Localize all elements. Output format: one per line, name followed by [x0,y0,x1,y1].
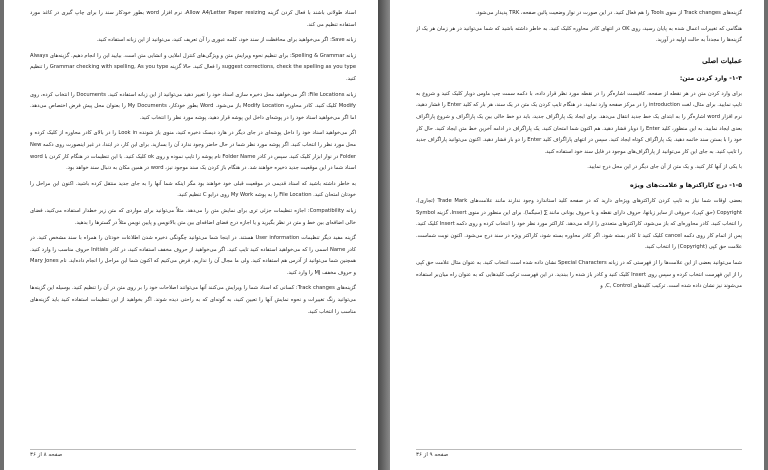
paragraph: هنگامی که تغییرات اعمال شده به پایان رسید، روی OK در انتهای کادر محاوره کلیک کنید. به خاطر داشته باشید که شما می‌توانید در هر زمان هر یک از گزینه‌ها را مجدداً به حالت اولیه در آورید. [416,25,742,44]
page-number: صفحه ۹ از ۳۶ [416,452,449,458]
paragraph: زبانه File Locations: اگر می‌خواهید محل ذخیره سازی اسناد خود را تغییر دهید می‌توانید از این زبانه استفاده کنید. Documents را انتخاب کرده، روی Modify کلیک کنید. کادر محاوره Modify Location باز می‌شود. Word بطور خودکار، My Documents را بعنوان محل پیش فرض اختصاص می‌دهد. اما اگر می‌خواهید اسناد خود را در پوشه‌ای داخل این پوشه قرار دهید، پوشه مورد نظر را انتخاب کنید. [30,91,356,121]
page-number: صفحه ۸ از ۳۶ [30,452,63,458]
paragraph: با یکی از آنها کار کنید. و یک متن از آن جای دیگر در این محل درج نمایید. [587,164,742,171]
left-page [4,0,378,470]
paragraph: شما می‌توانید بعضی از این علامت‌ها را از فهرستی که در زبانه Special Characters نشان داده شده است انتخاب کنید. به عنوان مثال علامت حق کپی را از این فهرست انتخاب کرده و سپس روی Insert کلیک کنید و کادر باز شده را ببندید. در این فهرست ترکیب کلیدهایی که به عنوان راه میان‌بر استفاده می‌شوند نیز نشان داده شده است. ترکیب کلیدهای C, Control, و [416,259,742,290]
subsection-title: ۱-۵- درج کاراکترها و علامت‌های ویژه [630,181,742,189]
paragraph: زبانه Spelling & Grammar: برای تنظیم نحوه ویرایش متن و ویژگی‌های کنترل املایی و انشایی متن است. بیایید این را انجام دهیم. گزینه‌های Always suggest corrections, check the spelling as you type را فعال کنید. حالا گزینه Grammar checking with spelling, As you type را تنظیم کنید. [30,52,356,82]
section-title: عملیات اصلی [702,55,742,65]
paragraph: اسناد طولانی باشند با فعال کردن گزینه Allow A4/Letter Paper resizing، نرم افزار word بطور خودکار سند را برای چاپ گیری در کاغذ مورد استفاده تنظیم می کند. [30,10,356,28]
left-page-text [30,8,356,444]
paragraph: زبانه Compatibility: اجازه تنظیمات جزئی تری برای نمایش متن را می‌دهد. مثلاً می‌توانید برای مواردی که متن زیر خطدار استفاده می‌کنید، فضای خالی اضافه‌ای بین خط و متن در نظر بگیرید و یا اجازه درج فضای اضافه‌ای بین متن بالانویس و پایین نویس مثلاً در گسترها را بدهید. [30,207,356,226]
paragraph: به خاطر داشته باشید که اسناد قدیمی در موقعیت قبلی خود خواهند بود مگر اینکه شما آنها را به جای جدید منتقل کرده باشید. اکنون این مراحل را خودتان امتحان کنید. File Location را به پوشه My Work روی درایو C تنظیم کنید. [30,180,356,199]
paragraph: بعضی اوقات شما نیاز به تایپ کردن کاراکترهای ویژه‌ای دارید که در صفحه کلید استاندارد وجود ندارند مانند علامت‌های Trade Mark (تجاری)، Copyright (حق کپی)، حروفی از سایر زبانها، حروف دارای نقطه و یا حروف یونانی مانند ∑ (سیگما). برای این منظور در منوی Insert، گزینه Symbol را انتخاب کنید. کادر محاوره‌ای که باز می‌شود، کاراکترهای متعددی را ارائه می‌دهد. کاراکتر مورد نظر خود را انتخاب کرده و روی دکمه Insert کلیک کنید. پس از اتمام کار روی دکمه cancel کلیک کنید تا کادر بسته شود. اگر کادر محاوره بسته شود، کاراکتر ویژه در سند درج می‌شود. اکنون نوبت شماست. علامت حق کپی (Copyright) را انتخاب کنید. [416,197,742,251]
footer-divider [416,449,742,450]
right-page-text [416,8,742,444]
subsection-title: ۱-۴- وارد کردن متن: [679,74,742,82]
paragraph: زبانه Save: اگر می‌خواهید برای محافظت از سند خود، کلمه عبوری را آن تعریف کنید، می‌توانید از این زبانه استفاده کنید. [96,37,356,44]
paragraph: گزینه مفید دیگر تنظیمات User information هستند. در اینجا شما می‌توانید چگونگی ذخیره شدن اطلاعات خودتان را همراه با سند مشخص کنید. در کادر Name اسمی را که می‌خواهید استفاده کنید تایپ کنید. اگر می‌خواهید از حروف مخفف استفاده کنید، در کادر Initials حروف مناسب را وارد کنید. همچنین شما می‌توانید از آدرس هم استفاده کنید. ولی ما مجال آن را نداریم. فرض می‌کنیم که اکنون شما این مراحل را انجام داده‌اید. نام Mary Jones و حروف مخفف MJ را وارد کنید. [30,235,356,276]
right-page [390,0,764,470]
paragraph: برای وارد کردن متن در هر نقطه از صفحه، کافیست اشاره‌گر را در نقطه مورد نظر قرار داده، با دکمه سمت چپ ماوس دوبار کلیک کنید و شروع به تایپ نمایید. برای مثال، لغت introduction را در مرکز صفحه وارد نمایید. در هنگام تایپ کردن یک متن در یک سند، هر بار که کلید Enter را فشار دهید، نرم افزار word اشاره‌گر را به ابتدای یک خط جدید انتقال می‌دهد. برای ایجاد یک پاراگراف جدید، باید دو خط خالی بین یک پاراگراف و شروع پاراگراف بعدی ایجاد نمایید. به این منظور، کلید Enter را دوبار فشار دهید. هم اکنون شما امتحان کنید. یک پاراگراف در ادامه آخرین خط متن ایجاد کنید. حال کار خود را با بستن سند خاتمه دهید. یک پاراگراف کوتاه ایجاد کنید. سپس در انتهای پاراگراف کلید Enter را دو بار فشار دهید. اکنون می‌توانید پاراگراف جدید را تایپ کنید. به جای این کار می‌توانید از پاراگراف‌های موجود در فایل سند خود استفاده کنید. [416,90,742,155]
book-spine [378,0,390,470]
paragraph: گزینه‌های Track changes از منوی Tools را هم فعال کنید. در این صورت در نوار وضعیت پائین صفحه، TRK پدیدار می‌شود. [475,10,742,16]
footer-divider [30,449,356,450]
paragraph: گزینه‌های Track changes: کسانی که اسناد شما را ویرایش می‌کنند آنها می‌توانند اصلاحات خود را بر روی متن در آن را تنظیم کنید. بوسیله این گزینه‌ها می‌توانید رنگ تغییرات و نحوه نمایش آنها را تعیین کنید، به گونه‌ای که به راحتی دیده شوند. اگر بخواهید از این تنظیمات استفاده کنید باید گزینه‌های مناسب را انتخاب کنید. [30,285,356,315]
paragraph: اگر می‌خواهید اسناد خود را داخل پوشه‌ای در جای دیگر در هارد دیسک ذخیره کنید، منوی باز شونده Look in را در بالای کادر محاوره از کلیک کرده و محل مورد نظر را انتخاب کنید. اگر پوشه مورد نظر شما در حال حاضر وجود ندارد آن را بسازید. برای این کار، در ابتدا، در غیر اینصورت روی دکمه New Folder در نوار ابزار کلیک کنید. سپس در کادر Folder Name نام پوشه را تایپ نموده و روی ok کلیک کنید. با این تنظیمات در هنگام کار کردن با word اسناد شما در این موقعیت جدید ذخیره خواهند شد. در هنگام باز کردن یک سند موجود نیز، word در همین مکان به دنبال سند خواهد بود. [30,130,356,172]
